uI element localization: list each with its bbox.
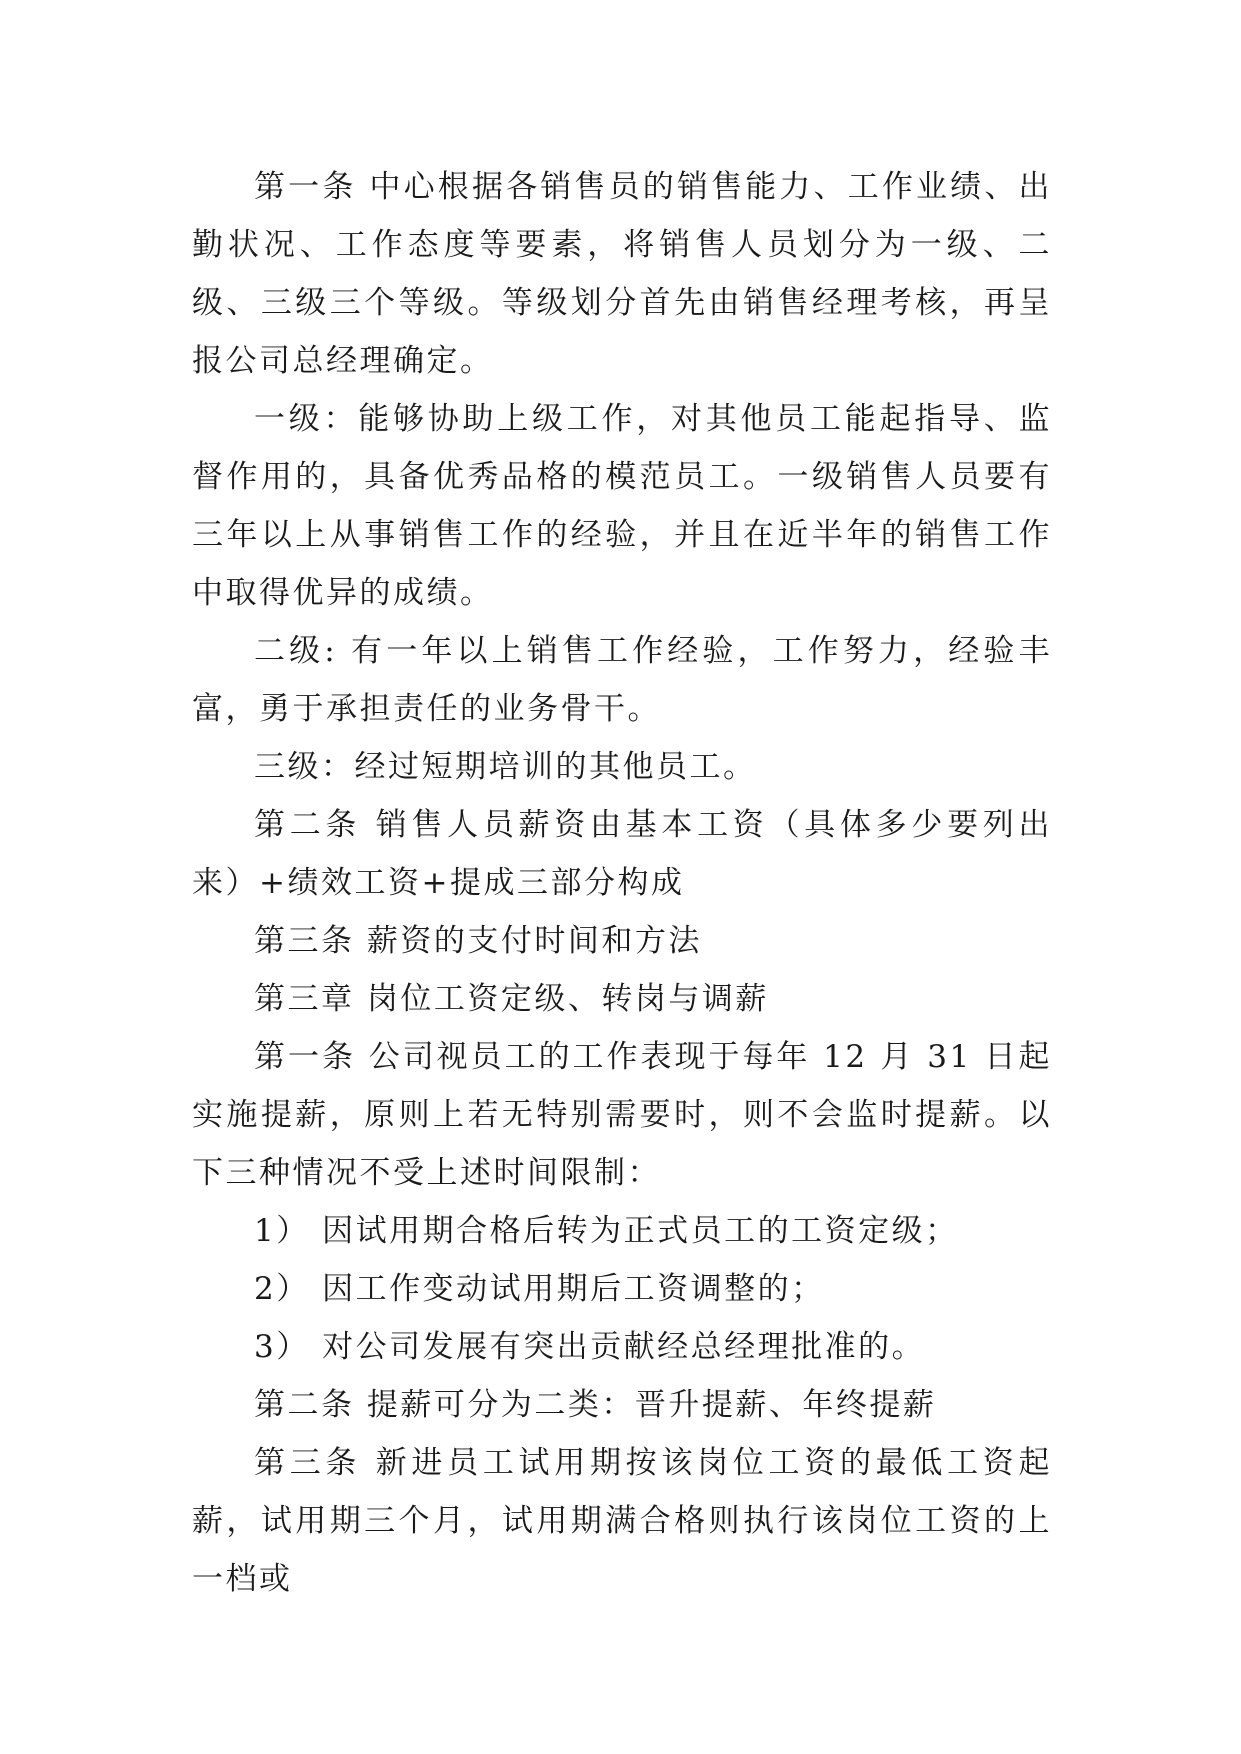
article-2-salary-composition: 第二条 销售人员薪资由基本工资（具体多少要列出来）+绩效工资+提成三部分构成 bbox=[192, 807, 1052, 901]
document-body bbox=[192, 158, 1052, 1608]
list-item: 1） 因试用期合格后转为正式员工的工资定级； bbox=[254, 1213, 959, 1249]
chapter-3-heading: 第三章 岗位工资定级、转岗与调薪 bbox=[254, 981, 769, 1017]
list-item: 3） 对公司发展有突出贡献经总经理批准的。 bbox=[254, 1329, 926, 1365]
chapter-3-article-3: 第三条 新进员工试用期按该岗位工资的最低工资起薪，试用期三个月，试用期满合格则执行该岗位工资的上一档或 bbox=[192, 1445, 1052, 1597]
article-1-grading: 第一条 中心根据各销售员的销售能力、工作业绩、出勤状况、工作态度等要素，将销售人员划分为一级、二级、三级三个等级。等级划分首先由销售经理考核，再呈报公司总经理确定。 bbox=[192, 169, 1052, 379]
level-three-definition: 三级：经过短期培训的其他员工。 bbox=[254, 749, 757, 785]
level-two-definition: 二级: 有一年以上销售工作经验，工作努力，经验丰富，勇于承担责任的业务骨干。 bbox=[192, 633, 1052, 727]
list-item: 2） 因工作变动试用期后工资调整的； bbox=[254, 1271, 825, 1307]
level-one-definition: 一级：能够协助上级工作，对其他员工能起指导、监督作用的，具备优秀品格的模范员工。一级销售人员要有三年以上从事销售工作的经验，并且在近半年的销售工作中取得优异的成绩。 bbox=[192, 401, 1052, 611]
chapter-3-article-1: 第一条 公司视员工的工作表现于每年 12 月 31 日起实施提薪，原则上若无特别需要时，则不会监时提薪。以下三种情况不受上述时间限制： bbox=[192, 1039, 1052, 1191]
article-3-payment-method: 第三条 薪资的支付时间和方法 bbox=[254, 923, 702, 959]
chapter-3-article-2: 第二条 提薪可分为二类：晋升提薪、年终提薪 bbox=[254, 1387, 937, 1423]
